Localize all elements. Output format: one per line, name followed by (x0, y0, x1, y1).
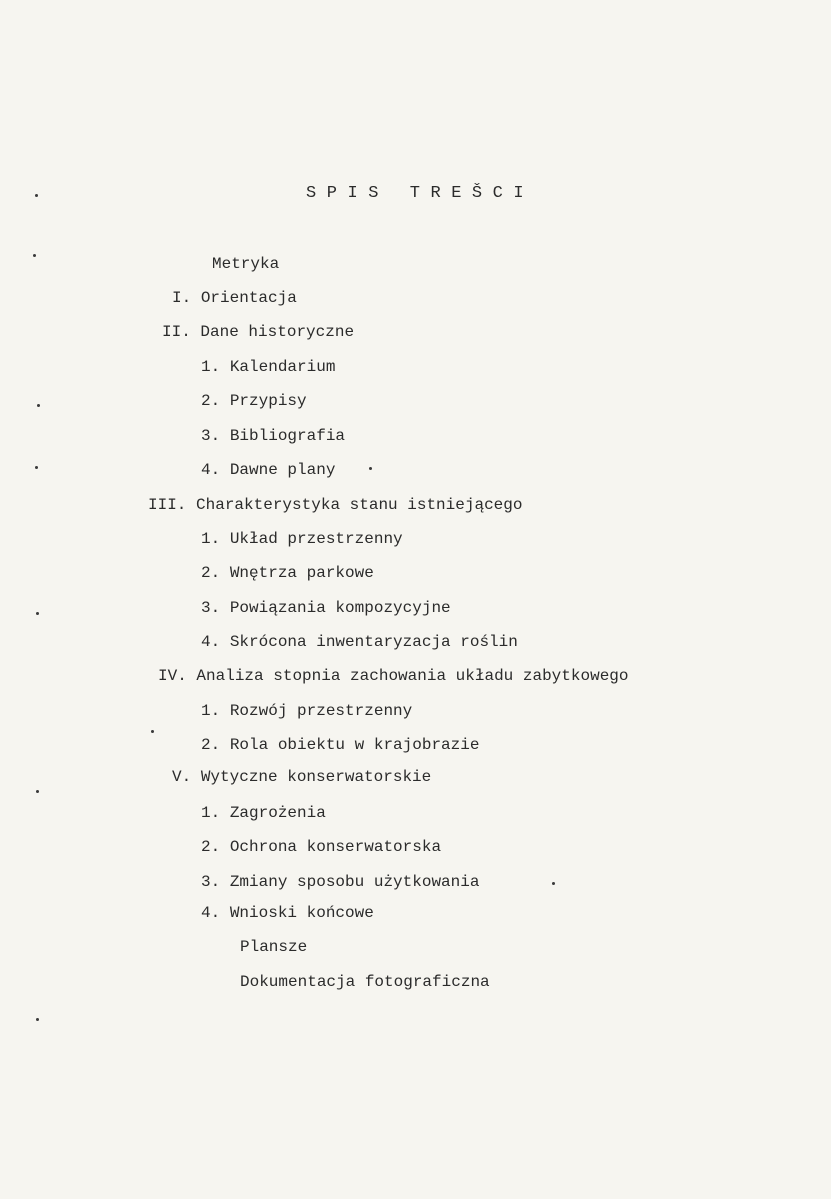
toc-entry-dokumentacja (240, 972, 490, 992)
toc-entry-text: Analiza stopnia zachowania układu zabytkowego (196, 667, 629, 685)
toc-entry-charakterystyka (148, 495, 522, 515)
toc-entry-number: V. (172, 768, 192, 786)
toc-entry-zagrozenia (201, 803, 326, 823)
toc-entry-text: Dawne plany (229, 461, 336, 479)
toc-entry-text: Układ przestrzenny (229, 530, 403, 548)
scan-speck (33, 254, 36, 257)
toc-entry-dane-historyczne (162, 322, 354, 342)
toc-entry-wnetrza-parkowe (201, 563, 374, 583)
scan-speck (36, 790, 39, 793)
toc-entry-number: 2. (201, 838, 221, 856)
toc-entry-rozwoj (201, 701, 412, 721)
toc-entry-number: 1. (201, 702, 221, 720)
toc-entry-kalendarium (201, 357, 335, 377)
toc-entry-number: 3. (201, 873, 221, 891)
toc-entry-wnioski (201, 903, 374, 923)
toc-entry-number: III. (148, 496, 187, 514)
toc-entry-number: I. (172, 289, 192, 307)
toc-entry-text: Dokumentacja fotograficzna (240, 973, 490, 991)
toc-entry-zmiany (201, 872, 479, 892)
toc-entry-text: Wytyczne konserwatorskie (200, 768, 432, 786)
toc-entry-text: Przypisy (229, 392, 307, 410)
toc-entry-text: Metryka (212, 255, 280, 273)
toc-entry-text: Powiązania kompozycyjne (229, 599, 451, 617)
toc-entry-text: Zagrożenia (229, 804, 326, 822)
toc-entry-powiazania (201, 598, 451, 618)
toc-entry-text: Plansze (240, 938, 308, 956)
toc-entry-number: 3. (201, 427, 221, 445)
toc-entry-plansze (240, 937, 307, 957)
scan-speck (151, 730, 154, 733)
toc-entry-analiza (158, 666, 629, 686)
scan-speck (35, 466, 38, 469)
toc-entry-text: Charakterystyka stanu istniejącego (196, 496, 523, 514)
toc-entry-number: 4. (201, 633, 221, 651)
toc-entry-number: 2. (201, 392, 221, 410)
toc-entry-wytyczne (172, 767, 431, 787)
toc-entry-number: 4. (201, 904, 221, 922)
toc-entry-text: Kalendarium (229, 358, 336, 376)
toc-entry-rola-obiektu (201, 735, 479, 755)
scan-speck (37, 404, 40, 407)
toc-entry-number: II. (162, 323, 191, 341)
toc-entry-text: Bibliografia (229, 427, 346, 445)
toc-entry-number: 1. (201, 358, 221, 376)
toc-entry-text: Zmiany sposobu użytkowania (229, 873, 480, 891)
toc-entry-dawne-plany (201, 460, 335, 480)
toc-entry-bibliografia (201, 426, 345, 446)
toc-entry-text: Skrócona inwentaryzacja roślin (229, 633, 518, 651)
scan-speck (552, 882, 555, 885)
scan-speck (36, 1018, 39, 1021)
toc-entry-number: 3. (201, 599, 221, 617)
toc-entry-uklad-przestrzenny (201, 529, 403, 549)
toc-entry-ochrona (201, 837, 441, 857)
page-title: SPIS TREŠCI (306, 184, 535, 203)
toc-entry-metryka (212, 254, 279, 274)
toc-entry-text: Orientacja (200, 289, 297, 307)
toc-entry-przypisy (201, 391, 307, 411)
toc-entry-number: 2. (201, 564, 221, 582)
toc-entry-text: Wnętrza parkowe (229, 564, 374, 582)
toc-entry-number: 2. (201, 736, 221, 754)
toc-entry-text: Dane historyczne (200, 323, 355, 341)
toc-entry-text: Ochrona konserwatorska (229, 838, 442, 856)
toc-entry-text: Rozwój przestrzenny (229, 702, 413, 720)
toc-entry-orientacja (172, 288, 297, 308)
scan-speck (35, 194, 38, 197)
toc-entry-number: 4. (201, 461, 221, 479)
toc-entry-inwentaryzacja (201, 632, 518, 652)
scan-speck (36, 612, 39, 615)
toc-entry-text: Wnioski końcowe (229, 904, 374, 922)
toc-entry-number: 1. (201, 530, 221, 548)
toc-entry-number: IV. (158, 667, 187, 685)
scan-speck (369, 467, 372, 470)
toc-entry-text: Rola obiektu w krajobrazie (229, 736, 480, 754)
toc-entry-number: 1. (201, 804, 221, 822)
